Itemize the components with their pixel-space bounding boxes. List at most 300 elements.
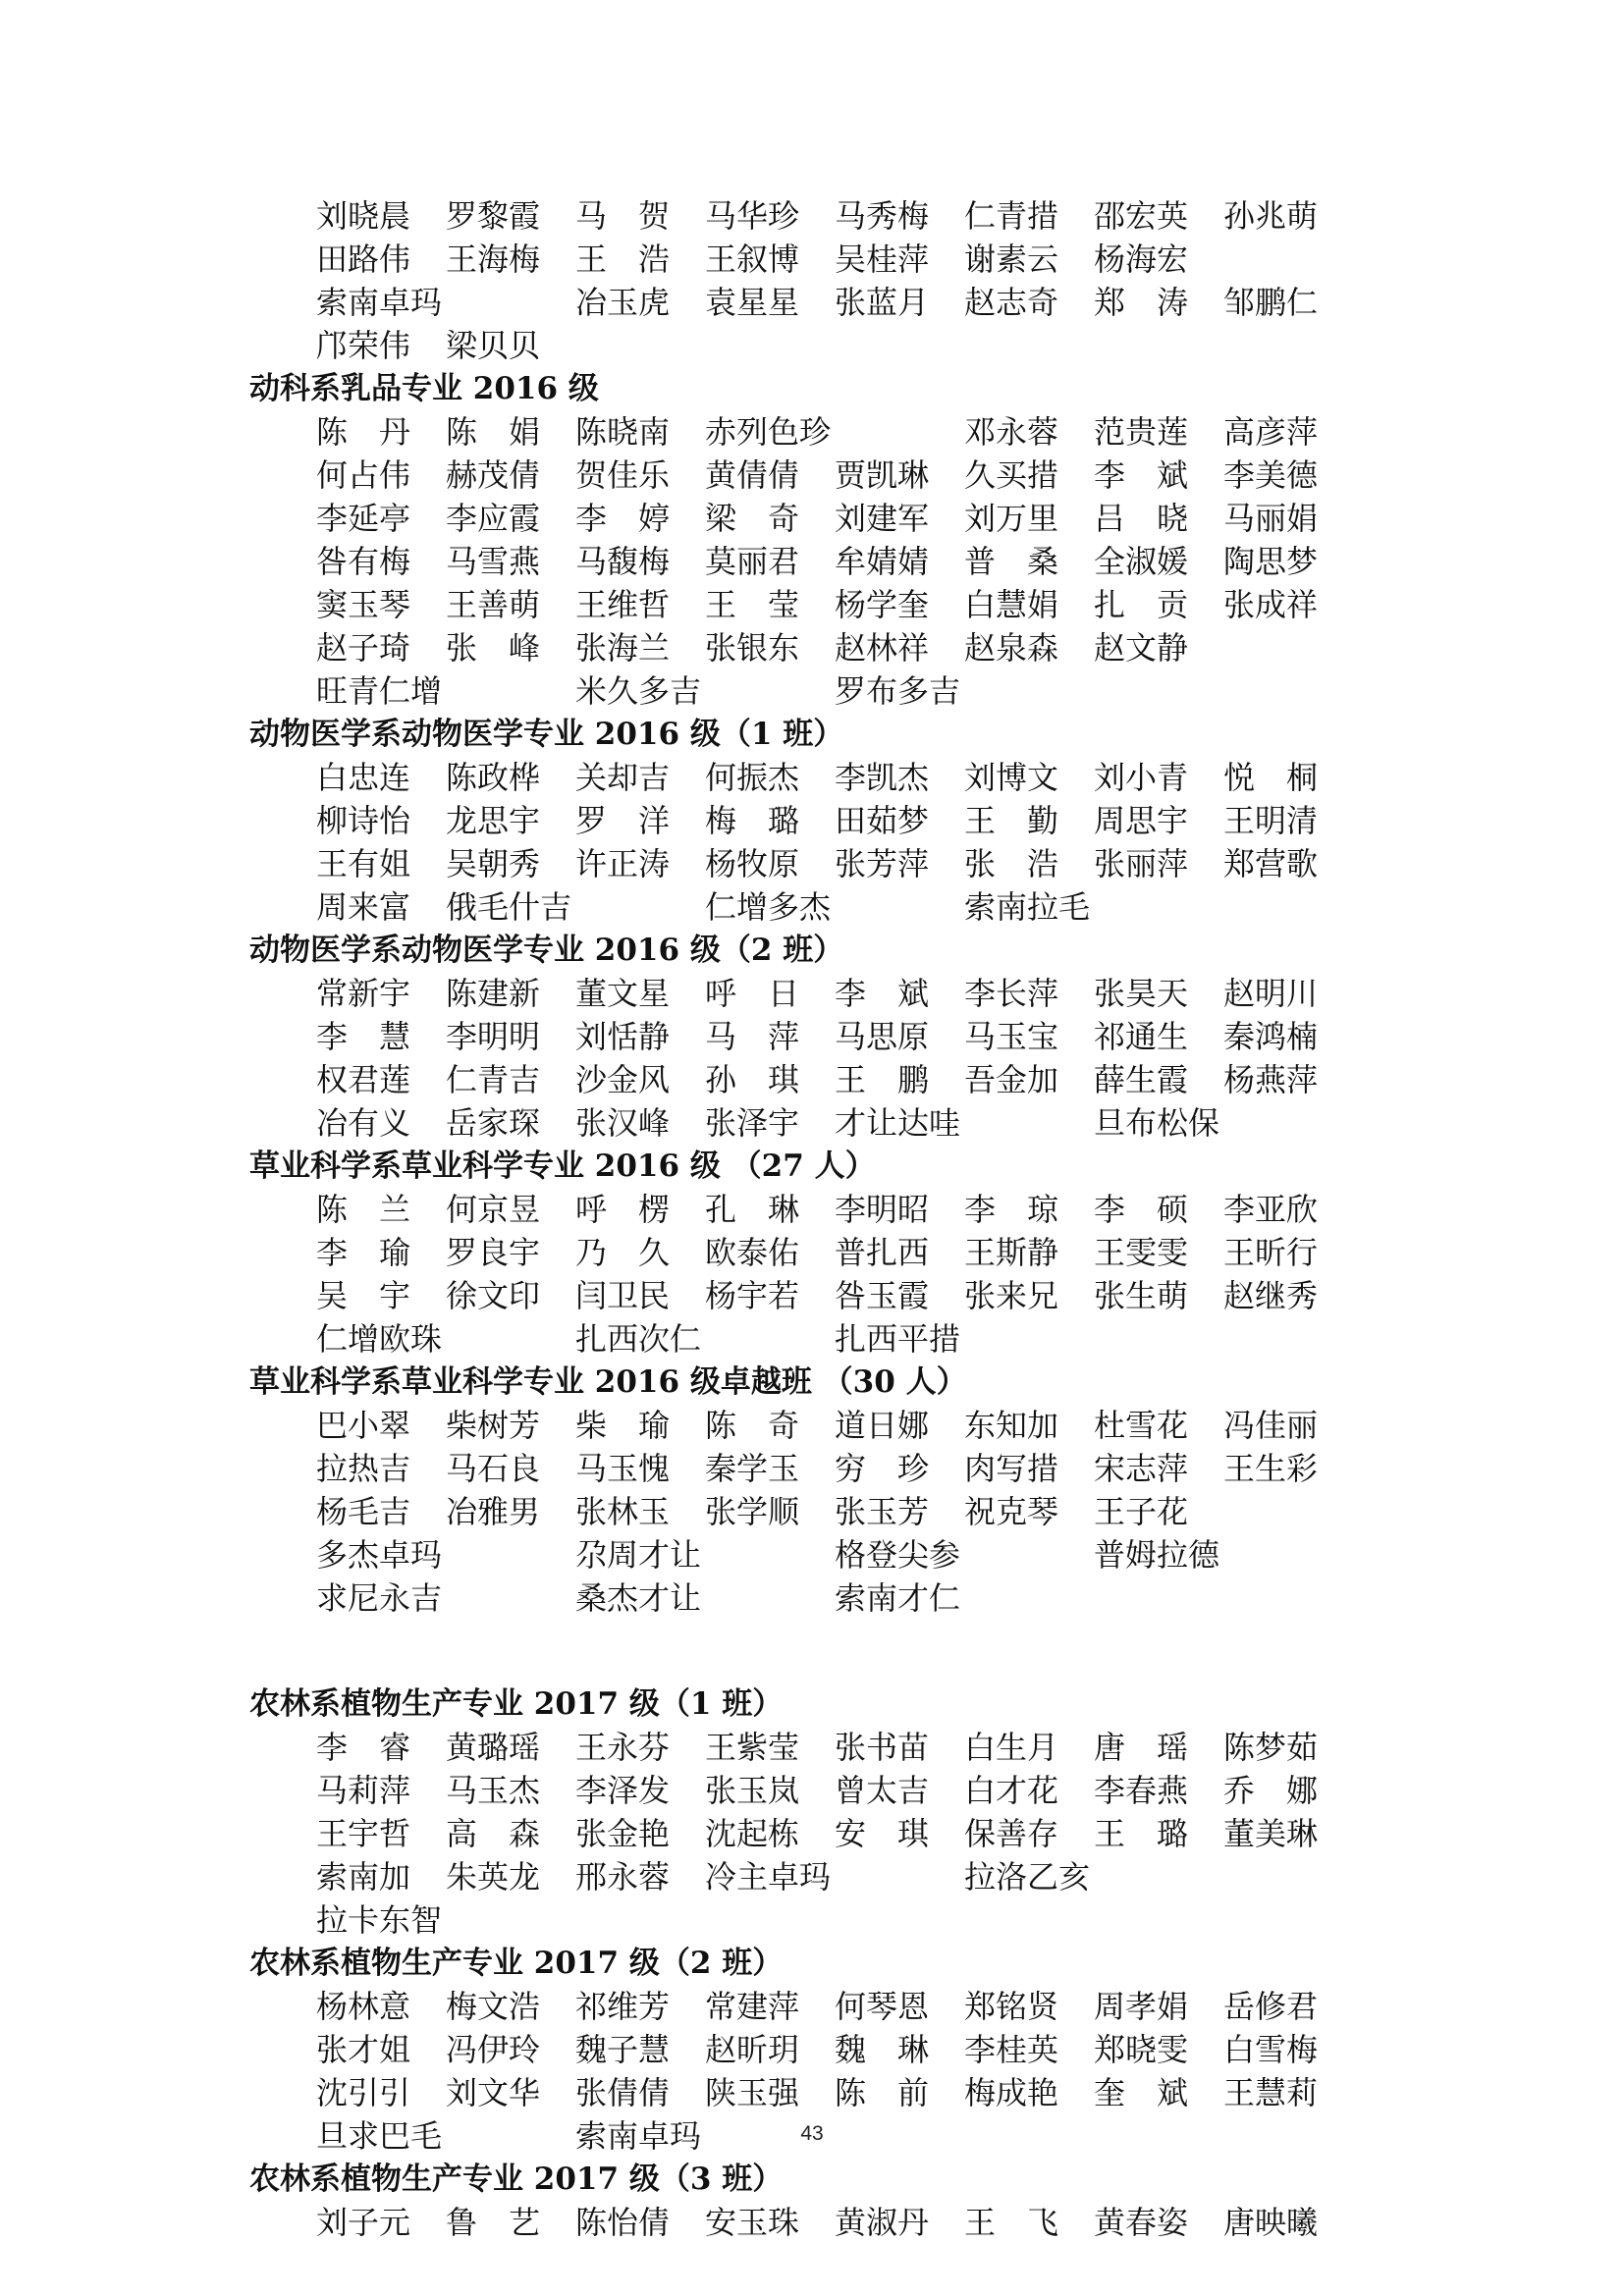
name-row — [316, 799, 1369, 842]
student-name: 张银东 — [705, 629, 800, 667]
student-name: 陈梦茹 — [1223, 1729, 1319, 1766]
roster-section — [249, 713, 1369, 929]
student-name: 赵泉森 — [964, 629, 1059, 667]
student-name: 魏子慧 — [575, 2031, 671, 2068]
student-name: 秦鸿楠 — [1223, 1018, 1319, 1055]
student-name: 王维哲 — [575, 586, 671, 623]
name-row — [316, 885, 1369, 929]
student-name: 王昕行 — [1223, 1234, 1319, 1271]
name-row — [316, 1985, 1369, 2028]
student-name: 赵林祥 — [835, 629, 930, 667]
name-row — [316, 1490, 1369, 1533]
student-name: 张 峰 — [446, 629, 540, 667]
name-row — [316, 842, 1369, 885]
student-name: 常新宇 — [316, 975, 411, 1012]
student-name: 保善存 — [964, 1815, 1059, 1852]
student-name: 肉写措 — [964, 1450, 1059, 1487]
student-name: 柴树芳 — [446, 1407, 541, 1444]
student-name: 王明清 — [1223, 802, 1319, 839]
student-name: 张汉峰 — [575, 1104, 671, 1142]
roster-section — [249, 194, 1369, 367]
name-row — [316, 583, 1369, 626]
student-name: 赤列色珍 — [705, 413, 832, 451]
student-name: 穷 珍 — [835, 1450, 929, 1487]
student-name: 李明昭 — [835, 1191, 930, 1228]
student-name: 祝克琴 — [964, 1493, 1059, 1530]
student-name: 白才花 — [964, 1772, 1059, 1809]
student-name: 道日娜 — [835, 1407, 930, 1444]
student-name: 梁贝贝 — [446, 327, 541, 364]
student-name: 梅 璐 — [705, 802, 799, 839]
student-name: 张才姐 — [316, 2031, 411, 2068]
section-heading: 草业科学系草业科学专业 2016 级 （27 人） — [249, 1148, 876, 1184]
student-name: 张学顺 — [705, 1493, 800, 1530]
name-row — [316, 1317, 1369, 1361]
student-name: 冶有义 — [316, 1104, 411, 1142]
name-row — [316, 324, 1369, 367]
student-name: 旦求巴毛 — [316, 2117, 443, 2155]
student-name: 索南卓玛 — [575, 2117, 702, 2155]
student-name: 白忠连 — [316, 759, 411, 796]
student-name: 赵明川 — [1223, 975, 1319, 1012]
name-row — [316, 1533, 1369, 1576]
student-name: 莫丽君 — [705, 543, 800, 580]
student-name: 王叙博 — [705, 240, 800, 278]
student-name: 王 璐 — [1094, 1815, 1188, 1852]
section-heading: 动物医学系动物医学专业 2016 级（2 班） — [249, 933, 844, 968]
student-name: 张泽宇 — [705, 1104, 800, 1142]
student-name: 杜雪花 — [1094, 1407, 1189, 1444]
student-name: 高 森 — [446, 1815, 540, 1852]
student-name: 俄毛什吉 — [446, 888, 572, 926]
student-name: 黄淑丹 — [835, 2204, 930, 2241]
name-row — [316, 410, 1369, 454]
student-name: 闫卫民 — [575, 1277, 671, 1314]
student-name: 唐 瑶 — [1094, 1729, 1188, 1766]
student-name: 久买措 — [964, 456, 1059, 494]
student-name: 王永芬 — [575, 1729, 671, 1766]
student-name: 何占伟 — [316, 456, 411, 494]
student-name: 邢永蓉 — [575, 1858, 671, 1896]
roster-section — [249, 367, 1369, 713]
student-name: 孙兆萌 — [1223, 197, 1319, 235]
student-name: 刘晓晨 — [316, 197, 411, 235]
name-row — [316, 626, 1369, 669]
student-name: 索南才仁 — [835, 1579, 961, 1617]
student-name: 祁通生 — [1094, 1018, 1189, 1055]
student-name: 龙思宇 — [446, 802, 541, 839]
student-name: 袁星星 — [705, 284, 800, 321]
student-name: 陈建新 — [446, 975, 541, 1012]
student-name: 咎有梅 — [316, 543, 411, 580]
student-name: 刘恬静 — [575, 1018, 671, 1055]
student-name: 马玉宝 — [964, 1018, 1059, 1055]
student-name: 王慧莉 — [1223, 2074, 1319, 2111]
student-name: 李美德 — [1223, 456, 1319, 494]
name-row — [316, 1058, 1369, 1101]
student-name: 马 贺 — [575, 197, 670, 235]
roster-section — [249, 1145, 1369, 1361]
roster-section — [249, 1361, 1369, 1620]
student-name: 赫茂倩 — [446, 456, 541, 494]
student-name: 仁增多杰 — [705, 888, 832, 926]
student-name: 罗布多吉 — [835, 672, 961, 710]
student-name: 罗良宇 — [446, 1234, 541, 1271]
student-name: 李 斌 — [1094, 456, 1188, 494]
student-name: 陶思梦 — [1223, 543, 1319, 580]
student-name: 欧泰佑 — [705, 1234, 800, 1271]
student-name: 柴 瑜 — [575, 1407, 670, 1444]
student-name: 贺佳乐 — [575, 456, 671, 494]
section-gap — [249, 1620, 1369, 1682]
student-name: 咎玉霞 — [835, 1277, 930, 1314]
student-name: 全淑媛 — [1094, 543, 1189, 580]
student-name: 李 硕 — [1094, 1191, 1188, 1228]
student-name: 王生彩 — [1223, 1450, 1319, 1487]
student-name: 安 琪 — [835, 1815, 929, 1852]
student-name: 岳家琛 — [446, 1104, 541, 1142]
student-name: 陕玉强 — [705, 2074, 800, 2111]
student-name: 郑晓雯 — [1094, 2031, 1189, 2068]
student-name: 赵志奇 — [964, 284, 1059, 321]
page-number: 43 — [800, 2122, 824, 2145]
student-name: 冷主卓玛 — [705, 1858, 832, 1896]
student-name: 杨林意 — [316, 1988, 411, 2025]
student-name: 王善萌 — [446, 586, 541, 623]
student-name: 刘子元 — [316, 2204, 411, 2241]
student-name: 赵昕玥 — [705, 2031, 800, 2068]
name-row — [316, 540, 1369, 583]
student-name: 旺青仁增 — [316, 672, 443, 710]
student-name: 安玉珠 — [705, 2204, 800, 2241]
student-name: 李 瑜 — [316, 1234, 410, 1271]
student-name: 刘小青 — [1094, 759, 1189, 796]
student-name: 张海兰 — [575, 629, 671, 667]
student-name: 黄璐瑶 — [446, 1729, 541, 1766]
student-name: 乔 娜 — [1223, 1772, 1318, 1809]
student-name: 杨海宏 — [1094, 240, 1189, 278]
student-name: 白雪梅 — [1223, 2031, 1319, 2068]
student-name: 柳诗怡 — [316, 802, 411, 839]
student-name: 李应霞 — [446, 500, 541, 537]
student-name: 梅文浩 — [446, 1988, 541, 2025]
student-name: 梁 奇 — [705, 500, 799, 537]
student-name: 才让达哇 — [835, 1104, 961, 1142]
student-name: 拉卡东智 — [316, 1901, 443, 1939]
student-name: 曾太吉 — [835, 1772, 930, 1809]
student-name: 李 斌 — [835, 975, 929, 1012]
student-name: 王斯静 — [964, 1234, 1059, 1271]
student-name: 张林玉 — [575, 1493, 671, 1530]
student-name: 拉洛乙亥 — [964, 1858, 1091, 1896]
student-name: 许正涛 — [575, 845, 671, 882]
student-name: 米久多吉 — [575, 672, 702, 710]
student-name: 李长萍 — [964, 975, 1059, 1012]
student-name: 徐文印 — [446, 1277, 541, 1314]
student-name: 索南卓玛 — [316, 284, 443, 321]
student-name: 秦学玉 — [705, 1450, 800, 1487]
student-name: 仁青吉 — [446, 1061, 541, 1098]
student-name: 索南加 — [316, 1858, 411, 1896]
student-name: 刘万里 — [964, 500, 1059, 537]
section-heading: 动物医学系动物医学专业 2016 级（1 班） — [249, 717, 844, 752]
student-name: 吴桂萍 — [835, 240, 930, 278]
name-row — [316, 2201, 1369, 2244]
student-name: 白生月 — [964, 1729, 1059, 1766]
student-name: 李明明 — [446, 1018, 541, 1055]
student-name: 呼 楞 — [575, 1191, 670, 1228]
student-name: 李延亭 — [316, 500, 411, 537]
student-name: 马丽娟 — [1223, 500, 1319, 537]
student-name: 东知加 — [964, 1407, 1059, 1444]
student-name: 求尼永吉 — [316, 1579, 443, 1617]
student-name: 周思宇 — [1094, 802, 1189, 839]
student-name: 多杰卓玛 — [316, 1536, 443, 1574]
student-name: 马玉杰 — [446, 1772, 541, 1809]
student-name: 李桂英 — [964, 2031, 1059, 2068]
student-name: 王有姐 — [316, 845, 411, 882]
student-name: 王 浩 — [575, 240, 670, 278]
student-name: 罗黎霞 — [446, 197, 541, 235]
roster-section — [249, 2158, 1369, 2244]
student-name: 唐映曦 — [1223, 2204, 1319, 2241]
student-name: 杨宇若 — [705, 1277, 800, 1314]
student-name: 尕周才让 — [575, 1536, 702, 1574]
student-name: 杨燕萍 — [1223, 1061, 1319, 1098]
student-name: 旦布松保 — [1094, 1104, 1220, 1142]
student-name: 常建萍 — [705, 1988, 800, 2025]
name-row — [316, 238, 1369, 281]
student-name: 牟婧婧 — [835, 543, 930, 580]
student-name: 马秀梅 — [835, 197, 930, 235]
student-name: 王海梅 — [446, 240, 541, 278]
student-name: 赵继秀 — [1223, 1277, 1319, 1314]
student-name: 陈 奇 — [705, 1407, 799, 1444]
student-name: 李 慧 — [316, 1018, 410, 1055]
student-name: 奎 斌 — [1094, 2074, 1188, 2111]
roster-section — [249, 1682, 1369, 1942]
student-name: 王子花 — [1094, 1493, 1189, 1530]
student-name: 关却吉 — [575, 759, 671, 796]
student-name: 张昊天 — [1094, 975, 1189, 1012]
student-name: 陈 娟 — [446, 413, 540, 451]
student-name: 宋志萍 — [1094, 1450, 1189, 1487]
student-name: 陈 前 — [835, 2074, 929, 2111]
student-name: 普 桑 — [964, 543, 1058, 580]
student-name: 沈起栋 — [705, 1815, 800, 1852]
student-name: 田路伟 — [316, 240, 411, 278]
student-name: 张书苗 — [835, 1729, 930, 1766]
student-name: 张生萌 — [1094, 1277, 1189, 1314]
student-name: 朱英龙 — [446, 1858, 541, 1896]
student-name: 邹鹏仁 — [1223, 284, 1319, 321]
student-name: 孔 琳 — [705, 1191, 799, 1228]
student-name: 罗 洋 — [575, 802, 670, 839]
student-name: 李 琼 — [964, 1191, 1058, 1228]
student-name: 张金艳 — [575, 1815, 671, 1852]
student-name: 邝荣伟 — [316, 327, 411, 364]
student-name: 马 萍 — [705, 1018, 799, 1055]
name-row — [316, 1576, 1369, 1620]
student-name: 刘文华 — [446, 2074, 541, 2111]
student-name: 邵宏英 — [1094, 197, 1189, 235]
student-name: 冶雅男 — [446, 1493, 541, 1530]
roster-section — [249, 929, 1369, 1145]
student-name: 陈政桦 — [446, 759, 541, 796]
student-name: 周来富 — [316, 888, 411, 926]
student-name: 窦玉琴 — [316, 586, 411, 623]
student-name: 沈引引 — [316, 2074, 411, 2111]
name-row — [316, 1769, 1369, 1812]
name-row — [316, 1188, 1369, 1231]
student-name: 董文星 — [575, 975, 671, 1012]
student-name: 张成祥 — [1223, 586, 1319, 623]
student-name: 薛生霞 — [1094, 1061, 1189, 1098]
name-row — [316, 1447, 1369, 1490]
name-row — [316, 2071, 1369, 2114]
student-name: 沙金风 — [575, 1061, 671, 1098]
student-name: 扎西次仁 — [575, 1320, 702, 1358]
student-name: 鲁 艺 — [446, 2204, 540, 2241]
section-heading: 农林系植物生产专业 2017 级（3 班） — [249, 2162, 784, 2197]
student-name: 杨毛吉 — [316, 1493, 411, 1530]
name-row — [316, 1231, 1369, 1274]
section-heading: 农林系植物生产专业 2017 级（1 班） — [249, 1686, 784, 1722]
student-name: 杨学奎 — [835, 586, 930, 623]
name-row — [316, 1726, 1369, 1769]
student-name: 何琴恩 — [835, 1988, 930, 2025]
student-name: 马馥梅 — [575, 543, 671, 580]
name-row — [316, 281, 1369, 324]
student-name: 扎西平措 — [835, 1320, 961, 1358]
student-name: 李凯杰 — [835, 759, 930, 796]
student-name: 马莉萍 — [316, 1772, 411, 1809]
student-name: 王紫莹 — [705, 1729, 800, 1766]
student-name: 陈 兰 — [316, 1191, 410, 1228]
student-name: 张玉芳 — [835, 1493, 930, 1530]
student-name: 权君莲 — [316, 1061, 411, 1098]
student-name: 陈晓南 — [575, 413, 671, 451]
name-row — [316, 756, 1369, 799]
student-name: 张来兄 — [964, 1277, 1059, 1314]
student-name: 李 睿 — [316, 1729, 410, 1766]
student-name: 张玉岚 — [705, 1772, 800, 1809]
student-name: 马玉愧 — [575, 1450, 671, 1487]
name-row — [316, 1898, 1369, 1942]
name-row — [316, 1101, 1369, 1145]
student-name: 吾金加 — [964, 1061, 1059, 1098]
student-name: 李春燕 — [1094, 1772, 1189, 1809]
student-name: 郑营歌 — [1223, 845, 1319, 882]
student-name: 王 勤 — [964, 802, 1058, 839]
student-name: 悦 桐 — [1223, 759, 1318, 796]
name-row — [316, 669, 1369, 713]
student-name: 仁增欧珠 — [316, 1320, 443, 1358]
student-name: 普扎西 — [835, 1234, 930, 1271]
student-name: 孙 琪 — [705, 1061, 799, 1098]
student-name: 巴小翠 — [316, 1407, 411, 1444]
student-name: 祁维芳 — [575, 1988, 671, 2025]
student-name: 冯伊玲 — [446, 2031, 541, 2068]
name-row — [316, 1015, 1369, 1058]
name-row — [316, 2028, 1369, 2071]
student-name: 谢素云 — [964, 240, 1059, 278]
student-name: 普姆拉德 — [1094, 1536, 1220, 1574]
student-name: 王雯雯 — [1094, 1234, 1189, 1271]
student-name: 赵文静 — [1094, 629, 1189, 667]
name-row — [316, 972, 1369, 1015]
name-row — [316, 1274, 1369, 1317]
page-body — [249, 194, 1369, 2244]
student-name: 冯佳丽 — [1223, 1407, 1319, 1444]
student-name: 贾凯琳 — [835, 456, 930, 494]
student-name: 王 莹 — [705, 586, 799, 623]
student-name: 魏 琳 — [835, 2031, 929, 2068]
name-row — [316, 497, 1369, 540]
student-name: 杨牧原 — [705, 845, 800, 882]
student-name: 李 婷 — [575, 500, 670, 537]
student-name: 王 鹏 — [835, 1061, 929, 1098]
student-name: 白慧娟 — [964, 586, 1059, 623]
student-name: 李泽发 — [575, 1772, 671, 1809]
student-name: 王 飞 — [964, 2204, 1058, 2241]
student-name: 吴朝秀 — [446, 845, 541, 882]
student-name: 刘建军 — [835, 500, 930, 537]
student-name: 王宇哲 — [316, 1815, 411, 1852]
student-name: 扎 贡 — [1094, 586, 1188, 623]
student-name: 郑 涛 — [1094, 284, 1188, 321]
student-name: 黄春姿 — [1094, 2204, 1189, 2241]
name-row — [316, 1404, 1369, 1447]
section-heading: 农林系植物生产专业 2017 级（2 班） — [249, 1946, 784, 1981]
student-name: 何京昱 — [446, 1191, 541, 1228]
section-heading: 动科系乳品专业 2016 级 — [249, 371, 599, 406]
student-name: 岳修君 — [1223, 1988, 1319, 2025]
student-name: 田茹梦 — [835, 802, 930, 839]
student-name: 张倩倩 — [575, 2074, 671, 2111]
student-name: 张丽萍 — [1094, 845, 1189, 882]
student-name: 郑铭贤 — [964, 1988, 1059, 2025]
student-name: 仁青措 — [964, 197, 1059, 235]
student-name: 张蓝月 — [835, 284, 930, 321]
student-name: 周孝娟 — [1094, 1988, 1189, 2025]
student-name: 马思原 — [835, 1018, 930, 1055]
student-name: 刘博文 — [964, 759, 1059, 796]
student-name: 冶玉虎 — [575, 284, 671, 321]
student-name: 李亚欣 — [1223, 1191, 1319, 1228]
student-name: 呼 日 — [705, 975, 799, 1012]
student-name: 何振杰 — [705, 759, 800, 796]
student-name: 乃 久 — [575, 1234, 670, 1271]
student-name: 范贵莲 — [1094, 413, 1189, 451]
student-name: 陈 丹 — [316, 413, 410, 451]
name-row — [316, 1812, 1369, 1855]
student-name: 马石良 — [446, 1450, 541, 1487]
student-name: 吕 晓 — [1094, 500, 1188, 537]
name-row — [316, 1855, 1369, 1898]
student-name: 梅成艳 — [964, 2074, 1059, 2111]
student-name: 陈怡倩 — [575, 2204, 671, 2241]
student-name: 董美琳 — [1223, 1815, 1319, 1852]
student-name: 黄倩倩 — [705, 456, 800, 494]
student-name: 张 浩 — [964, 845, 1058, 882]
student-name: 桑杰才让 — [575, 1579, 702, 1617]
name-row — [316, 194, 1369, 238]
student-name: 高彦萍 — [1223, 413, 1319, 451]
student-name: 格登尖参 — [835, 1536, 961, 1574]
student-name: 赵子琦 — [316, 629, 411, 667]
student-name: 马雪燕 — [446, 543, 541, 580]
